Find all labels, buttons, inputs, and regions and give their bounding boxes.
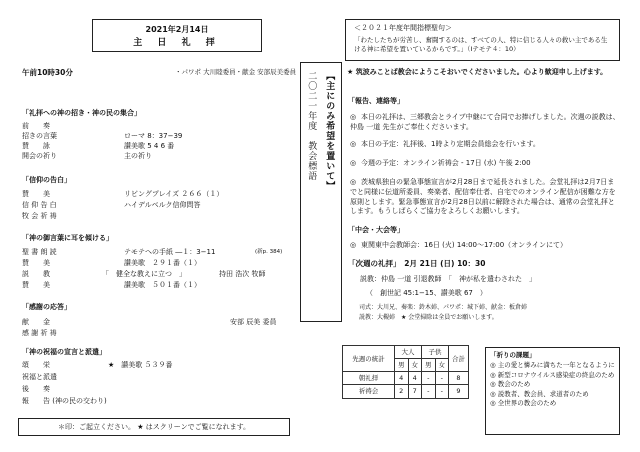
order-item: 賛 美 bbox=[22, 259, 50, 267]
bullet-icon: ◎ bbox=[350, 140, 357, 148]
cell: - bbox=[422, 385, 436, 398]
order-note: 安部 辰美 委員 bbox=[230, 318, 277, 326]
order-detail: ★ 讃美歌 ５３９番 bbox=[108, 361, 173, 369]
service-time: 午前10時30分 bbox=[22, 68, 73, 77]
order-detail: ローマ 8：37−39 bbox=[124, 132, 183, 140]
footer-note: ＊印：ご起立ください。 ★ はスクリーンでご覧になれます。 bbox=[18, 418, 290, 436]
order-item: 報 告 (神の民の交わり) bbox=[22, 397, 107, 405]
order-detail: 讃美歌 ５０１番（１） bbox=[124, 281, 201, 289]
order-detail: ハイデルベルク信仰問答 bbox=[124, 201, 201, 209]
announcement-item: ◎ 茨城県独自の緊急事態宣言が2月28日まで延長されました。会堂礼拝は2月7日までと同様に伝道所委員、奏楽者、配信奉仕者、自宅でのオンライン配信が困難な方を原則とします。緊急事態宣言が2月28日以前に解除された場合は、通常の会堂礼拝とします。もうしばらくご協力をよろしくお願いします。 bbox=[350, 178, 616, 216]
verse-title: ＜２０２１年度年間指標聖句＞ bbox=[354, 24, 452, 32]
cell: - bbox=[435, 385, 449, 398]
annual-motto-box bbox=[300, 62, 342, 322]
male-header: 男 bbox=[422, 359, 436, 372]
prayer-item: ◎ 全世界の教会のため bbox=[490, 399, 557, 408]
next-staff: 説教：大槻姉 ★ 会堂掃除は全員でお願いします。 bbox=[359, 314, 498, 321]
row-label: 祈祷会 bbox=[343, 385, 395, 398]
section-heading: 「感謝の応答」 bbox=[22, 303, 71, 311]
order-item: 献 金 bbox=[22, 318, 50, 326]
motto-text: 【主にのみ希望を置いて】 bbox=[324, 71, 335, 191]
order-item: 信 仰 告 白 bbox=[22, 201, 57, 209]
next-scripture: （ 創世記 45:1−15、讃美歌 67 ） bbox=[366, 289, 487, 297]
order-item: 説 教 bbox=[22, 270, 50, 278]
announcement-item: ◎ 本日の予定：礼拝後、1時より定期会員総会を行います。 bbox=[350, 140, 540, 148]
cell: 7 bbox=[408, 385, 422, 398]
order-detail: テモテへの手紙 ―１：3−11 bbox=[124, 248, 216, 256]
service-date: 2021年2月14日 bbox=[145, 25, 209, 34]
order-detail: リビングプレイズ ２６６（１） bbox=[124, 190, 224, 198]
announcement-item: ◎ 本日の礼拝は、三郷教会とライブ中継にて合同でお捧げしました。次週の説教は、仲島 一道 先生がご奉仕くださいます。 bbox=[350, 113, 620, 131]
order-item: 後 奏 bbox=[22, 385, 50, 393]
welcome-message: ★ 筑波みことば教会にようこそおいでくださいました。心より歓迎申し上げます。 bbox=[347, 68, 608, 76]
bullet-icon: ◎ bbox=[350, 241, 357, 249]
male-header: 男 bbox=[395, 359, 409, 372]
yearly-verse-box bbox=[345, 19, 620, 61]
adult-header: 大人 bbox=[395, 346, 422, 359]
section-heading: 「信仰の告白」 bbox=[22, 176, 71, 184]
table-row bbox=[343, 385, 469, 398]
order-item: 賛 詠 bbox=[22, 142, 50, 150]
row-label: 朝礼拝 bbox=[343, 372, 395, 385]
order-note: 持田 浩次 牧師 bbox=[219, 270, 266, 278]
order-item: 前 奏 bbox=[22, 122, 50, 130]
section-heading: 「礼拝への神の招き・神の民の集合」 bbox=[22, 109, 141, 117]
attendance-table bbox=[342, 345, 469, 399]
order-detail: 讃美歌 ２９１番（１） bbox=[124, 259, 201, 267]
order-item: 牧 会 祈 祷 bbox=[22, 212, 57, 220]
bulletin-title-box bbox=[92, 19, 262, 52]
prayer-title: 「祈りの課題」 bbox=[490, 351, 536, 359]
total-header: 合計 bbox=[449, 346, 469, 372]
bullet-icon: ◎ bbox=[350, 178, 357, 186]
order-item: 頌 栄 bbox=[22, 361, 50, 369]
bullet-icon: ◎ bbox=[350, 159, 357, 167]
cell: 9 bbox=[449, 385, 469, 398]
announcements-heading: 「報告、連絡等」 bbox=[348, 97, 404, 105]
table-row bbox=[343, 372, 469, 385]
cell: 4 bbox=[408, 372, 422, 385]
section-heading: 「神の御言葉に耳を傾ける」 bbox=[22, 234, 113, 242]
order-item: 招きの言葉 bbox=[22, 132, 57, 140]
order-item: 聖 書 朗 読 bbox=[22, 248, 57, 256]
cell: - bbox=[422, 372, 436, 385]
order-item: 賛 美 bbox=[22, 190, 50, 198]
prayer-item: ◎ 教会のため bbox=[490, 380, 531, 389]
cell: - bbox=[435, 372, 449, 385]
order-note: (新p. 384) bbox=[255, 249, 283, 255]
bullet-icon: ◎ bbox=[350, 113, 357, 121]
order-detail: 讃美歌 5 4 6 番 bbox=[124, 142, 175, 150]
order-item: 感 謝 祈 祷 bbox=[22, 329, 57, 337]
chukai-heading: 「中会・大会等」 bbox=[348, 226, 404, 234]
prayer-item: ◎ 新型コロナウイルス感染症の終息のため bbox=[490, 370, 615, 379]
prayer-item: ◎ 主の愛と憐みに満ちた一年となるように bbox=[490, 361, 615, 370]
attendance-corner: 先週の統計 bbox=[343, 346, 395, 372]
order-detail: 主の祈り bbox=[124, 152, 152, 160]
section-heading: 「神の祝福の宣言と派遣」 bbox=[22, 348, 106, 356]
next-sermon: 説教：仲島 一道 引退教師 「 神が私を遣わされた 」 bbox=[360, 275, 536, 283]
next-staff: 司式：大川兄、奏楽：鈴木姉、パワポ：城下姉、献金：板倉姉 bbox=[359, 304, 528, 311]
motto-year-label: 二〇二一年度 教会標語 bbox=[306, 71, 317, 181]
female-header: 女 bbox=[435, 359, 449, 372]
cell: 8 bbox=[449, 372, 469, 385]
cell: 4 bbox=[395, 372, 409, 385]
female-header: 女 bbox=[408, 359, 422, 372]
prayer-topics-box bbox=[485, 347, 620, 435]
prayer-item: ◎ 説教者、教会員、求道者のため bbox=[490, 389, 589, 398]
order-item: 賛 美 bbox=[22, 281, 50, 289]
next-service-heading: 「次週の礼拝」 2月 21日 (日) 10：30 bbox=[348, 259, 486, 268]
cell: 2 bbox=[395, 385, 409, 398]
order-item: 開会の祈り bbox=[22, 152, 57, 160]
child-header: 子供 bbox=[422, 346, 449, 359]
verse-text: 「わたしたちが労苦し、奮闘するのは、すべての人、特に信じる人々の救い主である生ける神に希望を置いているからです。」（Ⅰテモテ４：10） bbox=[354, 35, 608, 53]
order-detail: 「 健全な教えに立つ 」 bbox=[102, 270, 186, 278]
chukai-item: ◎ 東関東中会教師会：16日 (火) 14:00〜17:00（オンラインにて） bbox=[350, 241, 567, 249]
announcement-item: ◎ 今週の予定：オンライン祈祷会 - 17日 (水) 午後 2:00 bbox=[350, 159, 531, 167]
order-item: 祝福と派遣 bbox=[22, 373, 57, 381]
service-staff: ・パワポ 大川睦委員・献金 安部辰美委員 bbox=[175, 68, 297, 76]
service-title: 主 日 礼 拝 bbox=[133, 38, 221, 48]
